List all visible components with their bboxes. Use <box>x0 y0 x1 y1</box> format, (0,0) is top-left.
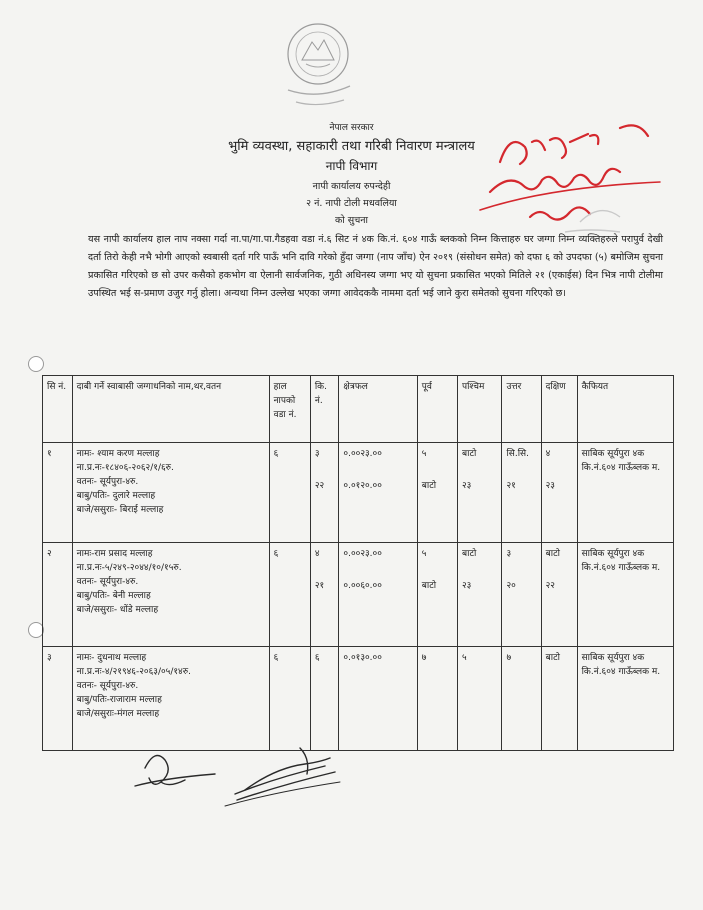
claimant-address: वतनः- सूर्यपुरा-४रु. <box>76 577 139 587</box>
area-value: ०.००२३.०० <box>343 449 382 459</box>
area-value: ०.०१२०.०० <box>343 481 382 491</box>
cell-west <box>457 543 501 647</box>
header-claimant: दाबी गर्ने स्वाबासी जग्गाधनिको नाम,थर,वतन <box>72 376 269 443</box>
cell-sn: २ <box>43 543 73 647</box>
claimant-citizenship: ना.प्र.नः-४/२१९४६-२०६३/०५/१४रु. <box>76 667 191 677</box>
table-header-row <box>43 376 674 443</box>
header-south: दक्षिण <box>541 376 577 443</box>
cell-area: ०.०१३०.०० <box>339 647 417 751</box>
cell-ward: ६ <box>269 543 310 647</box>
south-value: ४ <box>545 449 551 459</box>
table-row <box>43 543 674 647</box>
office-name: नापी कार्यालय रुपन्देही <box>312 181 391 192</box>
ministry-title: भुमि व्यवस्था, सहाकारी तथा गरिबी निवारण मन्त्रालय <box>228 139 475 154</box>
header-kitta: कि. नं. <box>310 376 339 443</box>
cell-remarks: साबिक सूर्यपुरा ४क कि.नं.६०४ गाऊँब्लक म. <box>577 543 673 647</box>
header-north: उत्तर <box>502 376 541 443</box>
north-value: २० <box>506 581 516 591</box>
header-east: पूर्व <box>417 376 457 443</box>
east-value: बाटो <box>421 481 437 491</box>
east-value: ५ <box>421 549 427 559</box>
claimant-grandfather: बाजे/ससुराः-मंगल मल्लाह <box>76 709 160 719</box>
claimant-name: नामः- श्याम करण मल्लाह <box>76 449 160 459</box>
cell-north: ७ <box>502 647 541 751</box>
header-ward: हाल नापको वडा नं. <box>269 376 310 443</box>
government-seal-icon <box>268 12 368 112</box>
west-value: बाटो <box>461 549 477 559</box>
cell-east: ७ <box>417 647 457 751</box>
south-value: बाटो <box>545 549 560 559</box>
claimant-grandfather: बाजे/ससुराः- धोंडे मल्लाह <box>76 605 159 615</box>
east-value: बाटो <box>421 581 437 591</box>
header-remarks: कैफियत <box>577 376 673 443</box>
west-value: २३ <box>461 581 472 591</box>
south-value: २२ <box>545 581 555 591</box>
west-value: बाटो <box>461 449 477 459</box>
header-sn: सि नं. <box>43 376 73 443</box>
claimant-address: वतनः- सूर्यपुरा-४रु. <box>76 681 139 691</box>
area-value: ०.००६०.०० <box>343 581 382 591</box>
land-claims-table <box>42 375 674 751</box>
red-ink-stamp-icon <box>470 92 670 242</box>
notice-title: को सुचना <box>335 215 368 226</box>
handwritten-signature-icon <box>125 738 365 818</box>
claimant-name: नामः-राम प्रसाद मल्लाह <box>76 549 153 559</box>
claimant-citizenship: ना.प्र.नः-५/२४९-२०४४/१०/१५रु. <box>76 563 182 573</box>
claimant-father: बाबु/पतिः-राजाराम मल्लाह <box>76 695 162 705</box>
cell-south <box>541 443 577 543</box>
cell-kitta <box>310 443 339 543</box>
west-value: २३ <box>461 481 472 491</box>
table-row <box>43 647 674 751</box>
cell-kitta <box>310 543 339 647</box>
survey-team-name: २ नं. नापी टोली मधवलिया <box>306 198 397 209</box>
cell-east <box>417 543 457 647</box>
cell-west <box>457 443 501 543</box>
department-title: नापी विभाग <box>325 159 378 173</box>
cell-area <box>339 443 417 543</box>
cell-sn: ३ <box>43 647 73 751</box>
cell-west: ५ <box>457 647 501 751</box>
north-value: २१ <box>506 481 516 491</box>
notice-paragraph: यस नापी कार्यालय हाल नाप नक्सा गर्दा ना.पा/गा.पा.गैडहवा वडा नं.६ सिट नं ४क कि.नं. ६०४ गाऊँ ब्लकको निम्न कित्ताहरु घर जग्गा निम्न व्यक्तिहरुले परापुर्व देखी दर्ता तिरो केही नभै भोगी आएको स्वबासी दर्ता गरि पाऊँ भनि दावि गरेको हुँदा जग्गा (नाप जाँच) ऐन २०१९ (संसोधन समेत) को दफा ६ को उपदफा (५) बमोजिम सुचना प्रकासित गरिएको छ सो उपर कसैको हकभोग वा ऐलानी सार्वजनिक, गुठी अधिनस्य जग्गा भए यो सुचना प्रकासित भएको मितिले २१ (एकाईस) दिन भित्र नापी टोलीमा उपस्थित भई स-प्रमाण उजुर गर्नु होला। अन्यथा निम्न उल्लेख भएका जग्गा आवेदककै नाममा दर्ता भई जाने कुरा समेतको सुचना गरिएको छ। <box>88 234 663 299</box>
south-value: २३ <box>545 481 555 491</box>
cell-claimant <box>72 647 269 751</box>
cell-remarks: साबिक सूर्यपुरा ४क कि.नं.६०४ गाऊँब्लक म. <box>577 647 673 751</box>
cell-north <box>502 443 541 543</box>
claimant-father: बाबु/पतिः- बेनी मल्लाह <box>76 591 151 601</box>
cell-south <box>541 543 577 647</box>
claimant-citizenship: ना.प्र.नः-१८४०६-२०६२/१/६रु. <box>76 463 174 473</box>
claimant-father: बाबु/पतिः- दुलारे मल्लाह <box>76 491 156 501</box>
cell-claimant <box>72 443 269 543</box>
cell-claimant <box>72 543 269 647</box>
north-value: ३ <box>506 549 512 559</box>
government-label: नेपाल सरकार <box>329 123 374 133</box>
cell-kitta: ६ <box>310 647 339 751</box>
north-value: सि.सि. <box>506 449 529 459</box>
cell-south: बाटो <box>541 647 577 751</box>
claimant-name: नामः- दुधनाथ मल्लाह <box>76 653 147 663</box>
cell-ward: ६ <box>269 443 310 543</box>
kitta-value: ४ <box>314 549 320 559</box>
punch-hole <box>28 356 44 372</box>
east-value: ५ <box>421 449 427 459</box>
cell-ward: ६ <box>269 647 310 751</box>
header-west: पश्चिम <box>457 376 501 443</box>
cell-remarks: साबिक सूर्यपुरा ४क कि.नं.६०४ गाऊँब्लक म. <box>577 443 673 543</box>
cell-area <box>339 543 417 647</box>
claimant-address: वतनः- सूर्यपुरा-४रु. <box>76 477 139 487</box>
kitta-value: २१ <box>314 581 325 591</box>
cell-east <box>417 443 457 543</box>
area-value: ०.००२३.०० <box>343 549 382 559</box>
kitta-value: २२ <box>314 481 325 491</box>
cell-sn: १ <box>43 443 73 543</box>
cell-north <box>502 543 541 647</box>
table-row <box>43 443 674 543</box>
header-area: क्षेत्रफल <box>339 376 417 443</box>
claimant-grandfather: बाजे/ससुराः- बिराई मल्लाह <box>76 505 164 515</box>
kitta-value: ३ <box>314 449 320 459</box>
